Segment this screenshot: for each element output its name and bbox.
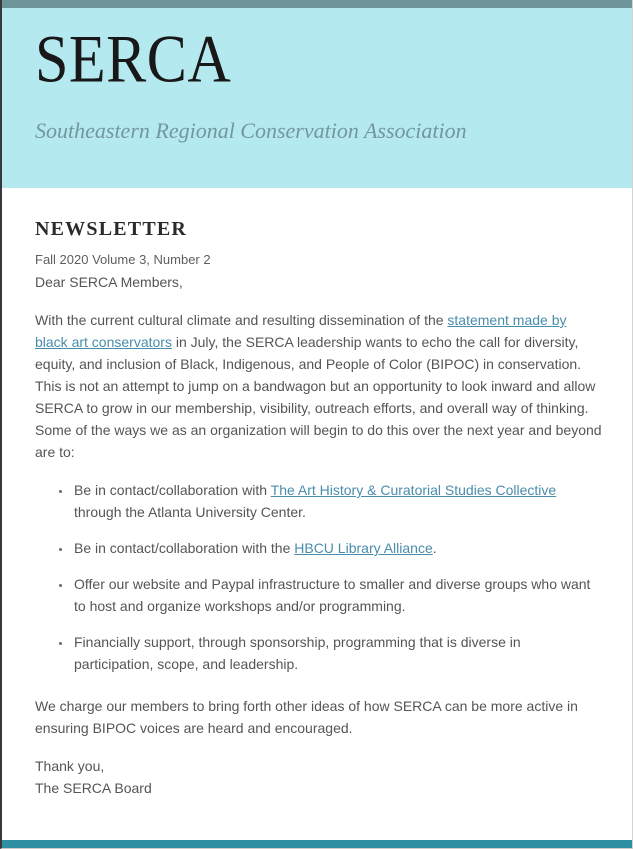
masthead: [2, 8, 632, 188]
list-item: [72, 479, 602, 523]
closing-paragraph: We charge our members to bring forth other ideas of how SERCA can be more active in ensuring BIPOC voices are heard and encouraged.: [35, 698, 578, 736]
statement-link[interactable]: statement made by black art conservators: [35, 312, 567, 350]
newsletter-heading: NEWSLETTER: [35, 218, 188, 240]
initiatives-list: [35, 479, 602, 675]
signoff: [35, 755, 602, 799]
issue-line: Fall 2020 Volume 3, Number 2: [35, 252, 211, 267]
brand-subtitle: Southeastern Regional Conservation Association: [35, 118, 467, 144]
art-history-collective-link[interactable]: The Art History & Curatorial Studies Collective: [270, 482, 557, 498]
list-item: [72, 573, 602, 617]
brand-title: SERCA: [35, 22, 232, 97]
hbcu-library-alliance-link[interactable]: HBCU Library Alliance: [294, 540, 433, 556]
signoff-thanks: Thank you,: [35, 758, 105, 774]
list-item: [72, 537, 602, 559]
top-accent-bar: [2, 0, 632, 8]
signoff-board: The SERCA Board: [35, 780, 152, 796]
list-item-text: Be in contact/collaboration with: [74, 482, 271, 498]
list-item-text: Offer our website and Paypal infrastructure to smaller and diverse groups who want to host and organize workshops and/or programming.: [74, 576, 591, 614]
salutation: Dear SERCA Members,: [35, 274, 183, 290]
intro-text-after: in July, the SERCA leadership wants to echo the call for diversity, equity, and inclusion of Black, Indigenous, and People of Color (BIPOC) in conservation. This is not an attempt to jump on a bandwagon but an opportunity to look inward and allow SERCA to grow in our membership, visibility, outreach efforts, and overall way of thinking. Some of the ways we as an organization will begin to do this over the next year and beyond are to:: [35, 334, 602, 460]
newsletter-body: [2, 188, 632, 799]
list-item-text: through the Atlanta University Center.: [74, 504, 306, 520]
list-item: [72, 631, 602, 675]
intro-paragraph: [35, 309, 602, 463]
list-item-text: Be in contact/collaboration with the: [74, 540, 295, 556]
bottom-accent-bar: [2, 840, 632, 848]
intro-text-before: With the current cultural climate and resulting dissemination of the: [35, 312, 448, 328]
list-item-text: Financially support, through sponsorship, programming that is diverse in participation, scope, and leadership.: [74, 634, 521, 672]
list-item-text: .: [432, 540, 437, 556]
